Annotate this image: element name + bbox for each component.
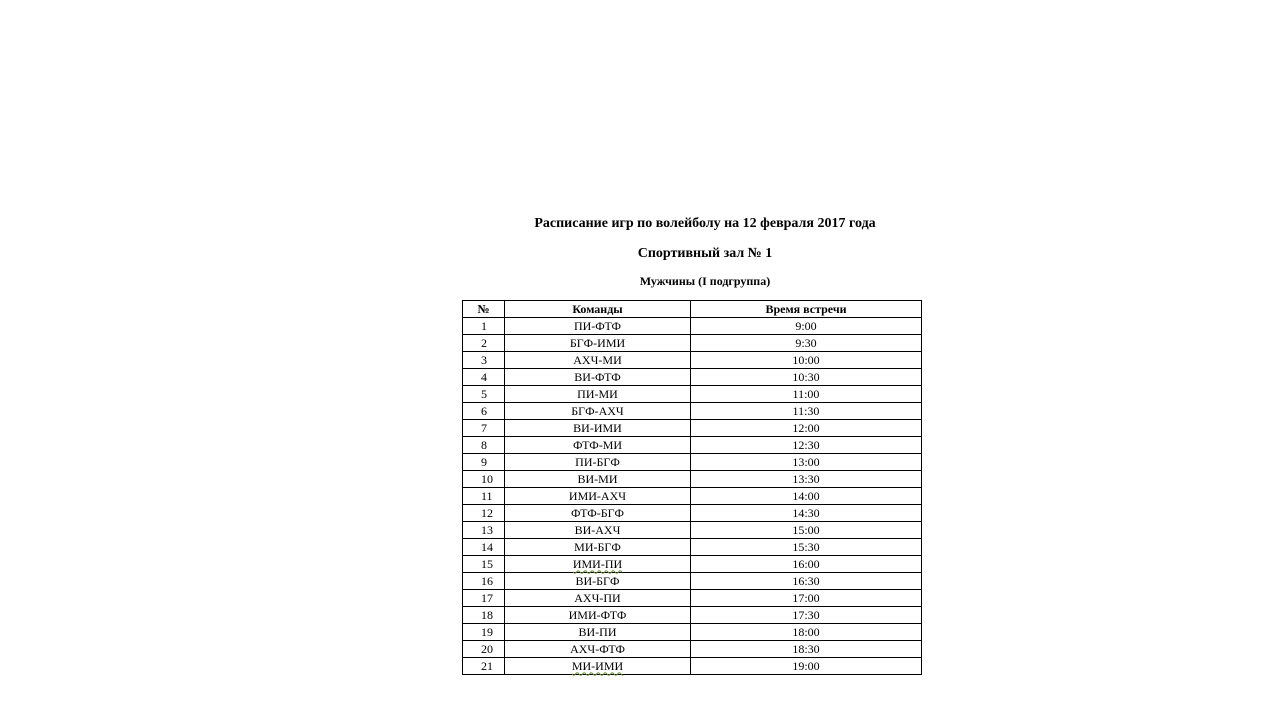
- row-teams: АХЧ-МИ: [505, 352, 691, 369]
- row-number: 17: [463, 590, 505, 607]
- row-teams: ИМИ-ФТФ: [505, 607, 691, 624]
- row-teams: ВИ-ПИ: [505, 624, 691, 641]
- row-teams-text: ИМИ-ПИ: [572, 556, 623, 571]
- row-teams: ВИ-БГФ: [505, 573, 691, 590]
- row-number: 20: [463, 641, 505, 658]
- row-time: 9:30: [691, 335, 922, 352]
- row-number: 8: [463, 437, 505, 454]
- row-number: 19: [463, 624, 505, 641]
- row-teams: ПИ-МИ: [505, 386, 691, 403]
- row-teams: ФТФ-МИ: [505, 437, 691, 454]
- table-row: [463, 335, 922, 352]
- row-number: 16: [463, 573, 505, 590]
- table-row: [463, 369, 922, 386]
- row-time: 9:00: [691, 318, 922, 335]
- table-body: [463, 318, 922, 675]
- row-teams: ФТФ-БГФ: [505, 505, 691, 522]
- table-row: [463, 471, 922, 488]
- row-teams: ПИ-ФТФ: [505, 318, 691, 335]
- row-time: 13:00: [691, 454, 922, 471]
- row-time: 14:30: [691, 505, 922, 522]
- row-number: 4: [463, 369, 505, 386]
- row-teams: АХЧ-ФТФ: [505, 641, 691, 658]
- row-number: 1: [463, 318, 505, 335]
- table-row: [463, 539, 922, 556]
- row-time: 17:30: [691, 607, 922, 624]
- row-teams: ВИ-ФТФ: [505, 369, 691, 386]
- row-teams-text: МИ-ИМИ: [571, 658, 624, 673]
- table-row: [463, 658, 922, 675]
- row-time: 16:00: [691, 556, 922, 573]
- table-row: [463, 505, 922, 522]
- row-number: 10: [463, 471, 505, 488]
- row-teams: ПИ-БГФ: [505, 454, 691, 471]
- row-number: 2: [463, 335, 505, 352]
- table-row: [463, 624, 922, 641]
- row-number: 18: [463, 607, 505, 624]
- row-number: 12: [463, 505, 505, 522]
- table-row: [463, 573, 922, 590]
- row-teams: [505, 658, 691, 675]
- row-number: 13: [463, 522, 505, 539]
- row-time: 15:00: [691, 522, 922, 539]
- table-row: [463, 607, 922, 624]
- row-time: 10:00: [691, 352, 922, 369]
- row-number: 15: [463, 556, 505, 573]
- row-teams: АХЧ-ПИ: [505, 590, 691, 607]
- row-teams: [505, 556, 691, 573]
- row-time: 10:30: [691, 369, 922, 386]
- row-teams: БГФ-ИМИ: [505, 335, 691, 352]
- header-time: Время встречи: [691, 301, 922, 318]
- row-teams: МИ-БГФ: [505, 539, 691, 556]
- row-time: 12:00: [691, 420, 922, 437]
- table-row: [463, 454, 922, 471]
- header-teams: Команды: [505, 301, 691, 318]
- table-row: [463, 641, 922, 658]
- table-row: [463, 488, 922, 505]
- row-time: 15:30: [691, 539, 922, 556]
- table-row: [463, 352, 922, 369]
- row-number: 6: [463, 403, 505, 420]
- row-number: 3: [463, 352, 505, 369]
- table-row: [463, 386, 922, 403]
- row-teams: ИМИ-АХЧ: [505, 488, 691, 505]
- venue-heading: Спортивный зал № 1: [637, 246, 773, 261]
- row-teams: БГФ-АХЧ: [505, 403, 691, 420]
- table-row: [463, 437, 922, 454]
- row-number: 5: [463, 386, 505, 403]
- row-teams: ВИ-АХЧ: [505, 522, 691, 539]
- row-number: 7: [463, 420, 505, 437]
- row-time: 16:30: [691, 573, 922, 590]
- row-number: 14: [463, 539, 505, 556]
- table-row: [463, 403, 922, 420]
- table-row: [463, 556, 922, 573]
- table-row: [463, 420, 922, 437]
- row-time: 19:00: [691, 658, 922, 675]
- row-time: 11:30: [691, 403, 922, 420]
- row-time: 13:30: [691, 471, 922, 488]
- row-time: 11:00: [691, 386, 922, 403]
- row-teams: ВИ-МИ: [505, 471, 691, 488]
- table-header-row: [463, 301, 922, 318]
- row-time: 14:00: [691, 488, 922, 505]
- table-row: [463, 590, 922, 607]
- document-title: Расписание игр по волейболу на 12 февраля 2017 года: [534, 216, 876, 231]
- row-time: 17:00: [691, 590, 922, 607]
- row-number: 21: [463, 658, 505, 675]
- table-row: [463, 318, 922, 335]
- group-heading: Мужчины (I подгруппа): [639, 274, 771, 288]
- table-row: [463, 522, 922, 539]
- row-time: 18:30: [691, 641, 922, 658]
- row-time: 12:30: [691, 437, 922, 454]
- row-number: 9: [463, 454, 505, 471]
- row-teams: ВИ-ИМИ: [505, 420, 691, 437]
- row-time: 18:00: [691, 624, 922, 641]
- schedule-table: [462, 300, 922, 675]
- header-number: №: [463, 301, 505, 318]
- row-number: 11: [463, 488, 505, 505]
